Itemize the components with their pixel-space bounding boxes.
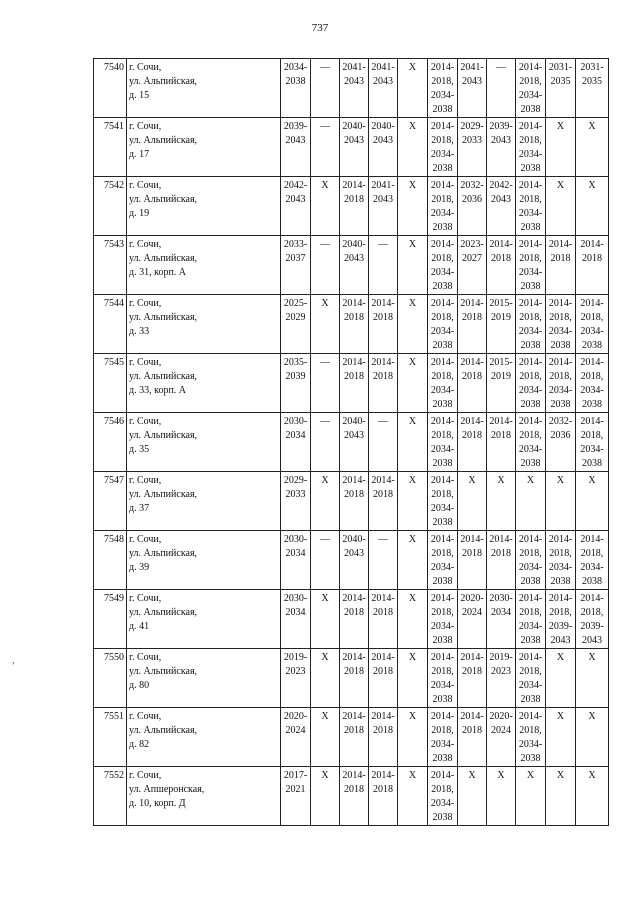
address-cell: г. Сочи, ул. Альпийская, д. 33 xyxy=(127,295,281,354)
period-cell: X xyxy=(398,472,428,531)
period-cell: 2014- 2018 xyxy=(487,236,516,295)
period-cell: 2014- 2018, 2034- 2038 xyxy=(428,472,458,531)
period-cell: 2014- 2018 xyxy=(487,531,516,590)
address-cell: г. Сочи, ул. Альпийская, д. 37 xyxy=(127,472,281,531)
period-cell: 2025- 2029 xyxy=(281,295,311,354)
period-cell: 2041- 2043 xyxy=(369,59,398,118)
period-cell: 2014- 2018, 2034- 2038 xyxy=(428,59,458,118)
period-cell: 2031- 2035 xyxy=(576,59,609,118)
period-cell: 2030- 2034 xyxy=(281,413,311,472)
address-cell: г. Сочи, ул. Апшеронская, д. 10, корп. Д xyxy=(127,767,281,826)
period-cell: 2014- 2018, 2034- 2038 xyxy=(576,295,609,354)
period-cell: 2014- 2018, 2034- 2038 xyxy=(428,649,458,708)
row-number: 7544 xyxy=(94,295,127,354)
period-cell: 2032- 2036 xyxy=(458,177,487,236)
period-cell: 2020- 2024 xyxy=(458,590,487,649)
period-cell: 2033- 2037 xyxy=(281,236,311,295)
address-cell: г. Сочи, ул. Альпийская, д. 82 xyxy=(127,708,281,767)
period-cell: 2041- 2043 xyxy=(369,177,398,236)
period-cell: 2014- 2018, 2034- 2038 xyxy=(428,354,458,413)
address-cell: г. Сочи, ул. Альпийская, д. 17 xyxy=(127,118,281,177)
period-cell: — xyxy=(311,236,340,295)
period-cell: X xyxy=(516,767,546,826)
period-cell: X xyxy=(311,472,340,531)
period-cell: 2014- 2018, 2034- 2038 xyxy=(428,177,458,236)
period-cell: 2014- 2018, 2034- 2038 xyxy=(516,708,546,767)
period-cell: 2014- 2018 xyxy=(369,472,398,531)
period-cell: — xyxy=(311,531,340,590)
period-cell: 2014- 2018, 2034- 2038 xyxy=(428,531,458,590)
period-cell: X xyxy=(398,767,428,826)
period-cell: 2020- 2024 xyxy=(487,708,516,767)
table-body xyxy=(94,59,609,826)
row-number: 7545 xyxy=(94,354,127,413)
period-cell: 2039- 2043 xyxy=(281,118,311,177)
period-cell: 2014- 2018 xyxy=(458,295,487,354)
period-cell: X xyxy=(398,295,428,354)
period-cell: 2014- 2018, 2034- 2038 xyxy=(546,354,576,413)
period-cell: 2014- 2018 xyxy=(340,590,369,649)
table-row xyxy=(94,354,609,413)
period-cell: 2014- 2018, 2034- 2038 xyxy=(516,531,546,590)
period-cell: X xyxy=(576,767,609,826)
period-cell: 2014- 2018, 2034- 2038 xyxy=(428,118,458,177)
period-cell: 2014- 2018, 2034- 2038 xyxy=(546,295,576,354)
period-cell: 2014- 2018, 2034- 2038 xyxy=(428,413,458,472)
row-number: 7543 xyxy=(94,236,127,295)
period-cell: X xyxy=(311,649,340,708)
period-cell: X xyxy=(576,649,609,708)
period-cell: X xyxy=(398,590,428,649)
row-number: 7541 xyxy=(94,118,127,177)
period-cell: 2014- 2018 xyxy=(458,531,487,590)
table-row xyxy=(94,649,609,708)
address-cell: г. Сочи, ул. Альпийская, д. 33, корп. А xyxy=(127,354,281,413)
period-cell: X xyxy=(398,236,428,295)
period-cell: — xyxy=(369,413,398,472)
period-cell: 2034- 2038 xyxy=(281,59,311,118)
period-cell: 2030- 2034 xyxy=(487,590,516,649)
period-cell: X xyxy=(398,649,428,708)
period-cell: X xyxy=(458,472,487,531)
table-row xyxy=(94,236,609,295)
period-cell: X xyxy=(546,767,576,826)
period-cell: X xyxy=(487,472,516,531)
period-cell: 2014- 2018, 2034- 2038 xyxy=(516,354,546,413)
row-number: 7552 xyxy=(94,767,127,826)
row-number: 7549 xyxy=(94,590,127,649)
period-cell: 2040- 2043 xyxy=(340,236,369,295)
period-cell: 2020- 2024 xyxy=(281,708,311,767)
period-cell: 2014- 2018 xyxy=(340,295,369,354)
period-cell: 2014- 2018 xyxy=(369,767,398,826)
address-cell: г. Сочи, ул. Альпийская, д. 35 xyxy=(127,413,281,472)
period-cell: 2019- 2023 xyxy=(487,649,516,708)
period-cell: X xyxy=(398,118,428,177)
period-cell: X xyxy=(546,177,576,236)
period-cell: 2014- 2018, 2034- 2038 xyxy=(516,295,546,354)
period-cell: 2041- 2043 xyxy=(340,59,369,118)
period-cell: 2029- 2033 xyxy=(458,118,487,177)
period-cell: X xyxy=(546,472,576,531)
period-cell: 2019- 2023 xyxy=(281,649,311,708)
period-cell: — xyxy=(311,118,340,177)
period-cell: 2014- 2018 xyxy=(458,354,487,413)
period-cell: X xyxy=(576,177,609,236)
margin-mark: , xyxy=(12,655,15,666)
period-cell: 2035- 2039 xyxy=(281,354,311,413)
period-cell: 2041- 2043 xyxy=(458,59,487,118)
period-cell: 2014- 2018, 2034- 2038 xyxy=(576,354,609,413)
period-cell: X xyxy=(516,472,546,531)
period-cell: 2030- 2034 xyxy=(281,531,311,590)
address-cell: г. Сочи, ул. Альпийская, д. 31, корп. А xyxy=(127,236,281,295)
period-cell: 2014- 2018, 2034- 2038 xyxy=(428,708,458,767)
period-cell: 2014- 2018, 2034- 2038 xyxy=(516,118,546,177)
table-row xyxy=(94,767,609,826)
table-row xyxy=(94,413,609,472)
period-cell: — xyxy=(369,236,398,295)
period-cell: 2040- 2043 xyxy=(340,413,369,472)
period-cell: X xyxy=(576,708,609,767)
row-number: 7548 xyxy=(94,531,127,590)
period-cell: 2014- 2018 xyxy=(458,413,487,472)
address-cell: г. Сочи, ул. Альпийская, д. 15 xyxy=(127,59,281,118)
period-cell: 2014- 2018, 2039- 2043 xyxy=(576,590,609,649)
period-cell: 2014- 2018 xyxy=(340,472,369,531)
period-cell: 2014- 2018 xyxy=(340,767,369,826)
period-cell: 2014- 2018 xyxy=(369,708,398,767)
period-cell: — xyxy=(369,531,398,590)
period-cell: 2014- 2018 xyxy=(369,354,398,413)
address-cell: г. Сочи, ул. Альпийская, д. 19 xyxy=(127,177,281,236)
period-cell: X xyxy=(398,413,428,472)
period-cell: 2014- 2018, 2034- 2038 xyxy=(516,59,546,118)
period-cell: 2014- 2018 xyxy=(369,295,398,354)
period-cell: 2014- 2018, 2034- 2038 xyxy=(576,413,609,472)
period-cell: X xyxy=(398,59,428,118)
period-cell: 2014- 2018, 2034- 2038 xyxy=(516,413,546,472)
period-cell: 2014- 2018, 2039- 2043 xyxy=(546,590,576,649)
period-cell: 2014- 2018, 2034- 2038 xyxy=(428,295,458,354)
table-row xyxy=(94,708,609,767)
table-row xyxy=(94,472,609,531)
period-cell: 2042- 2043 xyxy=(487,177,516,236)
table-row xyxy=(94,590,609,649)
period-cell: 2031- 2035 xyxy=(546,59,576,118)
period-cell: X xyxy=(458,767,487,826)
period-cell: X xyxy=(546,649,576,708)
address-cell: г. Сочи, ул. Альпийская, д. 41 xyxy=(127,590,281,649)
period-cell: 2014- 2018 xyxy=(340,649,369,708)
period-cell: 2014- 2018, 2034- 2038 xyxy=(428,590,458,649)
period-cell: X xyxy=(311,177,340,236)
table-row xyxy=(94,295,609,354)
address-cell: г. Сочи, ул. Альпийская, д. 39 xyxy=(127,531,281,590)
period-cell: X xyxy=(398,531,428,590)
row-number: 7542 xyxy=(94,177,127,236)
page-number: 737 xyxy=(311,22,329,34)
period-cell: X xyxy=(311,708,340,767)
period-cell: 2014- 2018 xyxy=(458,708,487,767)
period-cell: 2040- 2043 xyxy=(340,118,369,177)
period-cell: 2014- 2018 xyxy=(546,236,576,295)
period-cell: — xyxy=(487,59,516,118)
period-cell: 2014- 2018 xyxy=(369,649,398,708)
period-cell: X xyxy=(311,767,340,826)
table-row xyxy=(94,118,609,177)
period-cell: X xyxy=(398,354,428,413)
period-cell: 2030- 2034 xyxy=(281,590,311,649)
row-number: 7551 xyxy=(94,708,127,767)
period-cell: — xyxy=(311,59,340,118)
period-cell: X xyxy=(487,767,516,826)
period-cell: X xyxy=(311,295,340,354)
period-cell: 2029- 2033 xyxy=(281,472,311,531)
period-cell: 2039- 2043 xyxy=(487,118,516,177)
period-cell: 2040- 2043 xyxy=(369,118,398,177)
registry-table xyxy=(93,58,609,826)
period-cell: 2014- 2018, 2034- 2038 xyxy=(576,531,609,590)
period-cell: 2015- 2019 xyxy=(487,354,516,413)
period-cell: 2014- 2018, 2034- 2038 xyxy=(516,177,546,236)
period-cell: 2023- 2027 xyxy=(458,236,487,295)
period-cell: 2014- 2018, 2034- 2038 xyxy=(516,590,546,649)
row-number: 7540 xyxy=(94,59,127,118)
period-cell: 2014- 2018, 2034- 2038 xyxy=(428,236,458,295)
address-cell: г. Сочи, ул. Альпийская, д. 80 xyxy=(127,649,281,708)
period-cell: 2014- 2018 xyxy=(340,708,369,767)
row-number: 7546 xyxy=(94,413,127,472)
period-cell: 2014- 2018, 2034- 2038 xyxy=(428,767,458,826)
row-number: 7550 xyxy=(94,649,127,708)
period-cell: 2014- 2018, 2034- 2038 xyxy=(516,236,546,295)
period-cell: — xyxy=(311,354,340,413)
period-cell: X xyxy=(576,472,609,531)
table-row xyxy=(94,531,609,590)
period-cell: 2014- 2018 xyxy=(458,649,487,708)
period-cell: X xyxy=(311,590,340,649)
period-cell: X xyxy=(398,177,428,236)
period-cell: 2015- 2019 xyxy=(487,295,516,354)
table-row xyxy=(94,59,609,118)
period-cell: 2014- 2018 xyxy=(576,236,609,295)
period-cell: X xyxy=(546,708,576,767)
period-cell: — xyxy=(311,413,340,472)
period-cell: 2014- 2018 xyxy=(340,177,369,236)
period-cell: X xyxy=(546,118,576,177)
period-cell: 2032- 2036 xyxy=(546,413,576,472)
period-cell: 2042- 2043 xyxy=(281,177,311,236)
period-cell: X xyxy=(576,118,609,177)
period-cell: 2017- 2021 xyxy=(281,767,311,826)
period-cell: 2014- 2018, 2034- 2038 xyxy=(546,531,576,590)
period-cell: 2014- 2018 xyxy=(369,590,398,649)
period-cell: 2014- 2018, 2034- 2038 xyxy=(516,649,546,708)
period-cell: 2040- 2043 xyxy=(340,531,369,590)
period-cell: 2014- 2018 xyxy=(487,413,516,472)
period-cell: 2014- 2018 xyxy=(340,354,369,413)
table-row xyxy=(94,177,609,236)
row-number: 7547 xyxy=(94,472,127,531)
period-cell: X xyxy=(398,708,428,767)
